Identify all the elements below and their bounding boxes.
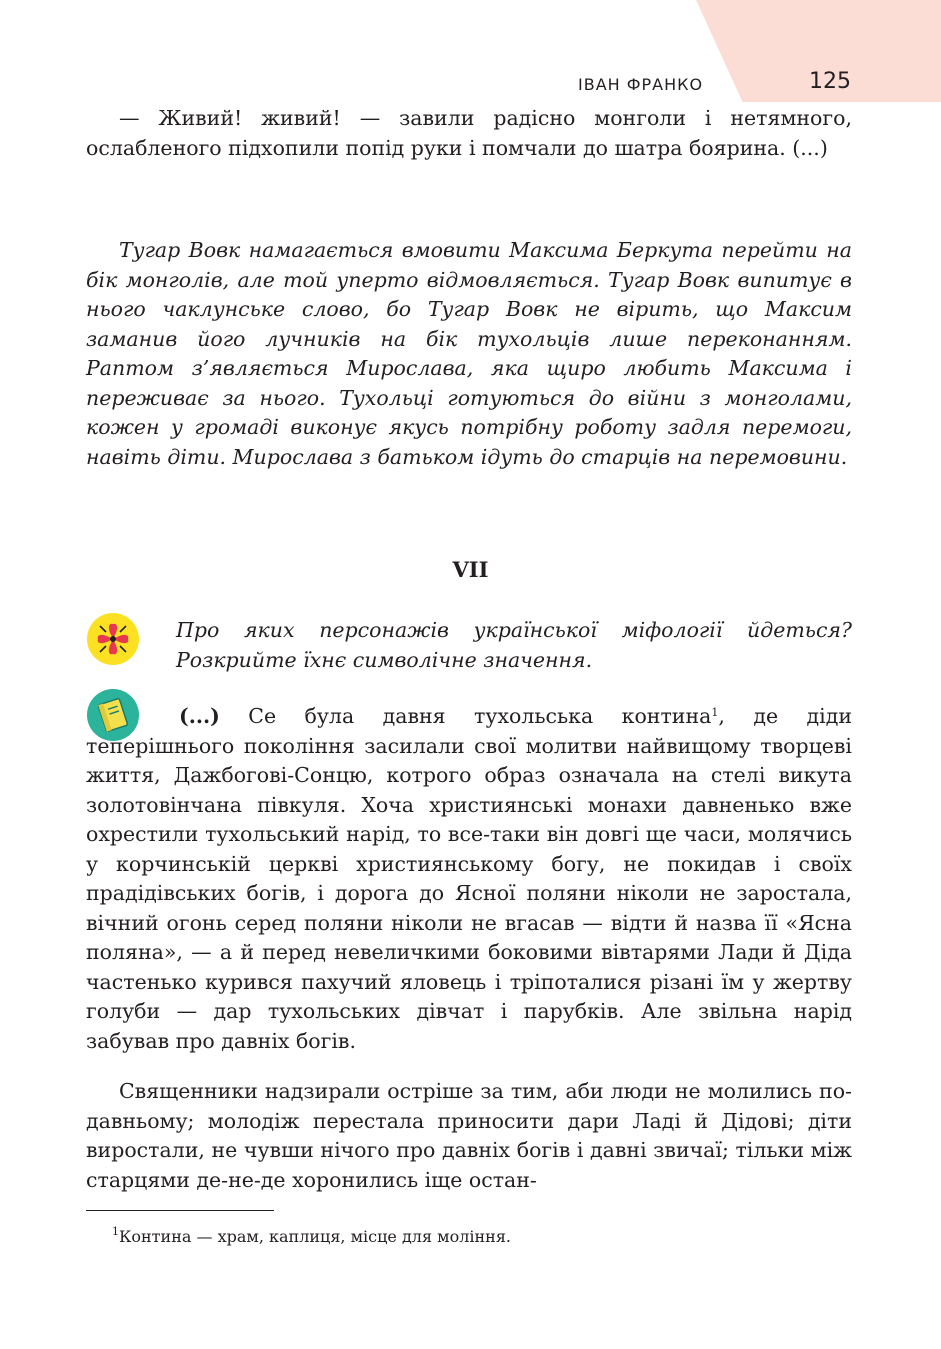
question-text: Про яких персонажів української міфології йдеться? Розкрийте їхнє символічне значення. [176,618,852,672]
reading-text-rest: , де діди теперішнього покоління засилали свої молитви найвищому творцеві життя, Дажбогові-Сонцю, котрого образ означала на стелі викута золотовінчана півкуля. Хоча християнські монахи давненько вже охрестили тухольський нарід, то все-таки він довгі ще часи, молячись у корчинській церкві християнському богу, не покидав і своїх прадідівських богів, і дорога до Ясної поляни ніколи не заростала, вічний огонь серед поляни ніколи не вгасав — відти й назва її «Ясна поляна», — а й перед невеличкими боковими вівтарями Лади й Діда частенько курився пахучий яловець і тріпоталися різані їм у жертву голуби — дар тухольських дівчат і парубків. Але звільна нарід забував про давніх богів. [86,704,852,1053]
omission-mark: (...) [179,704,220,728]
section-title: VII [452,557,489,582]
footnote [112,1226,511,1248]
footnote-reference[interactable]: 1 [711,706,719,719]
summary-paragraph: Тугар Вовк намагається вмовити Максима Беркута перейти на бік монголів, але той уперто відмовляється. Тугар Вовк випитує в нього чаклунське слово, бо Тугар Вовк не вірить, що Максим заманив його лучників на бік тухольців лише переконанням. Раптом з’являється Мирослава, яка щиро любить Максима і переживає за нього. Тухольці готуються до війни з монголами, кожен у громаді виконує якусь потрібну роботу задля перемоги, навіть діти. Мирослава з батьком ідуть до старців на перемовини. [86,238,852,469]
paragraph-priests: Священники надзирали остріше за тим, аби люди не молились по-давньому; молодіж перестала приносити дари Ладі й Дідові; діти виростали, не чувши нічого про давніх богів і давні звичаї; тільки між старцями де-не-де хоронились іще остан- [86,1079,852,1192]
footnote-mark: 1 [112,1225,119,1238]
question-flower-icon [86,612,140,666]
reading-text-start: Се була давня тухольська контина [219,704,712,728]
page-number: 125 [809,69,851,94]
paragraph-shout: — Живий! живий! — завили радісно монголи і нетямного, ослабленого підхопили попід руки і помчали до шатра боярина. (...) [86,106,852,160]
footnote-text: Контина — храм, каплиця, місце для моління. [119,1227,512,1246]
reading-paragraph [86,702,852,1056]
running-header-author: ІВАН ФРАНКО [578,75,704,94]
footnote-divider [86,1210,274,1211]
